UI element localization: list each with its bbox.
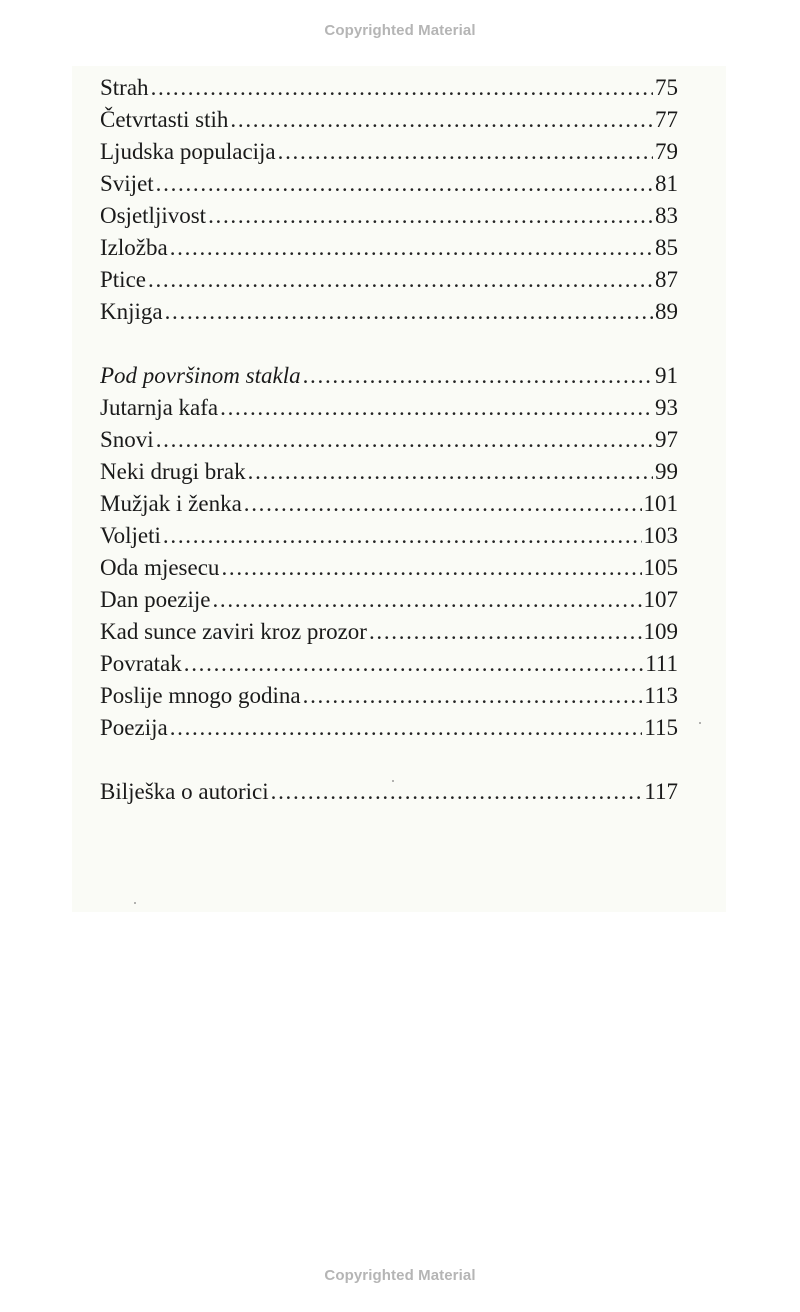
toc-section-title: Pod površinom stakla (100, 363, 301, 388)
toc-entry-title: Ljudska populacija (100, 139, 276, 164)
dot-leader (168, 712, 643, 744)
dot-leader (182, 648, 643, 680)
toc-entry[interactable] (100, 200, 678, 232)
toc-entry-title: Dan poezije (100, 587, 211, 612)
paper-speck (699, 722, 701, 724)
dot-leader (163, 296, 653, 328)
toc-entry-title: Neki drugi brak (100, 459, 246, 484)
toc-entry[interactable] (100, 136, 678, 168)
toc-entry-page: 77 (655, 107, 678, 132)
toc-entry[interactable] (100, 680, 678, 712)
copyright-watermark-top: Copyrighted Material (324, 22, 476, 39)
toc-entry[interactable] (100, 456, 678, 488)
toc-entry-page: 99 (655, 459, 678, 484)
section-spacer (100, 744, 678, 776)
copyright-watermark-bottom: Copyrighted Material (324, 1267, 476, 1284)
toc-entry-page: 93 (655, 395, 678, 420)
dot-leader (168, 232, 653, 264)
toc-entry-title: Izložba (100, 235, 168, 260)
toc-entry-page: 89 (655, 299, 678, 324)
toc-entry[interactable] (100, 584, 678, 616)
toc-entry[interactable] (100, 648, 678, 680)
toc-section-heading[interactable] (100, 360, 678, 392)
toc-entry-page: 111 (645, 651, 678, 676)
toc-entry[interactable] (100, 264, 678, 296)
dot-leader (276, 136, 653, 168)
table-of-contents (100, 72, 678, 808)
toc-entry-title: Strah (100, 75, 149, 100)
toc-entry-title: Snovi (100, 427, 154, 452)
toc-entry-page: 75 (655, 75, 678, 100)
toc-entry-title: Četvrtasti stih (100, 107, 229, 132)
toc-entry-title: Povratak (100, 651, 182, 676)
toc-entry-page: 115 (644, 715, 678, 740)
toc-entry-page: 91 (655, 363, 678, 388)
toc-entry-title: Kad sunce zaviri kroz prozor (100, 619, 367, 644)
toc-entry-title: Voljeti (100, 523, 161, 548)
toc-entry-title: Bilješka o autorici (100, 779, 269, 804)
toc-entry-title: Poslije mnogo godina (100, 683, 301, 708)
dot-leader (301, 360, 653, 392)
toc-entry[interactable] (100, 552, 678, 584)
toc-entry-page: 109 (643, 619, 678, 644)
toc-entry[interactable] (100, 424, 678, 456)
paper-speck (392, 780, 394, 782)
toc-entry[interactable] (100, 232, 678, 264)
dot-leader (219, 552, 641, 584)
dot-leader (206, 200, 653, 232)
toc-entry-page: 97 (655, 427, 678, 452)
toc-entry[interactable] (100, 296, 678, 328)
dot-leader (154, 168, 653, 200)
toc-entry-page: 79 (655, 139, 678, 164)
dot-leader (149, 72, 653, 104)
toc-entry[interactable] (100, 776, 678, 808)
section-spacer (100, 328, 678, 360)
toc-entry-page: 113 (644, 683, 678, 708)
toc-entry-page: 107 (643, 587, 678, 612)
toc-entry[interactable] (100, 712, 678, 744)
toc-entry[interactable] (100, 168, 678, 200)
dot-leader (210, 584, 641, 616)
toc-entry-title: Oda mjesecu (100, 555, 220, 580)
dot-leader (154, 424, 653, 456)
dot-leader (269, 776, 643, 808)
dot-leader (218, 392, 653, 424)
dot-leader (367, 616, 642, 648)
dot-leader (246, 456, 653, 488)
toc-entry[interactable] (100, 488, 678, 520)
toc-entry-page: 83 (655, 203, 678, 228)
toc-entry[interactable] (100, 520, 678, 552)
toc-entry-page: 87 (655, 267, 678, 292)
toc-entry[interactable] (100, 104, 678, 136)
toc-entry-page: 101 (643, 491, 678, 516)
toc-entry-title: Svijet (100, 171, 154, 196)
dot-leader (146, 264, 653, 296)
dot-leader (228, 104, 653, 136)
toc-entry-title: Osjetljivost (100, 203, 207, 228)
toc-entry[interactable] (100, 72, 678, 104)
toc-entry-page: 81 (655, 171, 678, 196)
toc-entry-page: 85 (655, 235, 678, 260)
paper-speck (134, 902, 136, 904)
toc-entry-title: Ptice (100, 267, 146, 292)
toc-entry[interactable] (100, 616, 678, 648)
toc-entry-page: 117 (644, 779, 678, 804)
dot-leader (161, 520, 642, 552)
toc-entry-page: 103 (643, 523, 678, 548)
dot-leader (301, 680, 643, 712)
toc-entry-title: Mužjak i ženka (100, 491, 242, 516)
toc-entry-title: Poezija (100, 715, 168, 740)
toc-entry-title: Jutarnja kafa (100, 395, 219, 420)
toc-entry[interactable] (100, 392, 678, 424)
toc-entry-page: 105 (643, 555, 678, 580)
dot-leader (242, 488, 642, 520)
toc-entry-title: Knjiga (100, 299, 163, 324)
